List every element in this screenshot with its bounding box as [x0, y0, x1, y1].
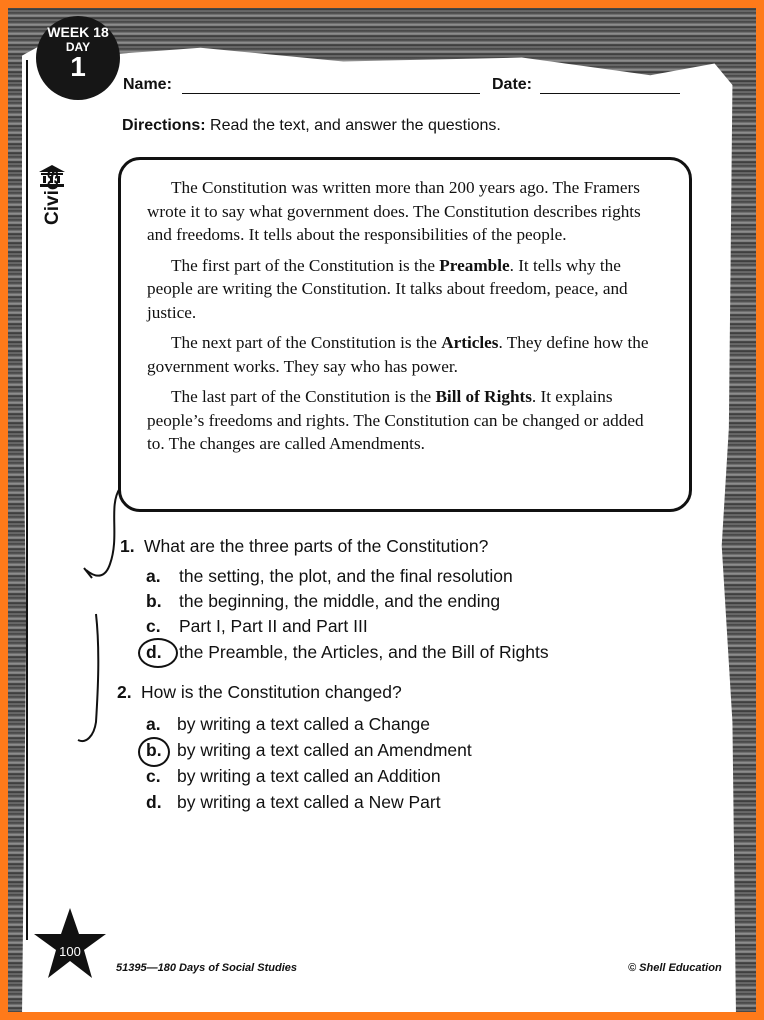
date-field[interactable] — [540, 93, 680, 94]
passage-p2-bold: Preamble — [439, 255, 510, 275]
passage-p4-bold: Bill of Rights — [435, 387, 532, 406]
option-letter: a. — [146, 566, 161, 586]
passage-p4-start: The last part of the Constitution is the — [171, 387, 436, 406]
passage-paragraph-4 — [147, 385, 665, 456]
option-letter: c. — [146, 616, 161, 636]
question-number: 1. — [120, 536, 135, 556]
passage-p4-end: . It explains people’s freedoms and rights. The Constitution can be changed or added to. The changes are called Amendments. — [147, 387, 644, 453]
circled-answer-mark — [138, 737, 170, 767]
option-letter: b. — [146, 740, 162, 760]
passage-p3-end: . They define how the government works. They say who has power. — [147, 333, 649, 376]
option-letter: d. — [146, 792, 162, 812]
name-label: Name: — [123, 76, 172, 93]
question-number: 2. — [117, 682, 132, 702]
directions-text: Read the text, and answer the questions. — [205, 117, 501, 134]
date-label: Date: — [492, 76, 533, 93]
option-letter: a. — [146, 714, 161, 734]
option-text: by writing a text called a Change — [177, 714, 430, 734]
option-text: Part I, Part II and Part III — [179, 616, 368, 636]
passage-p3-bold: Articles — [441, 333, 499, 352]
option-text: by writing a text called an Addition — [177, 766, 441, 786]
footer-publication: 51395—180 Days of Social Studies — [116, 962, 297, 974]
reading-passage — [118, 157, 692, 512]
question-2 — [117, 682, 402, 703]
handwritten-bracket-mark — [74, 610, 114, 750]
subject-label: Civics — [42, 169, 63, 225]
name-field[interactable] — [182, 93, 480, 94]
option-letter: d. — [146, 642, 162, 662]
question-text: What are the three parts of the Constitution? — [144, 536, 489, 556]
directions-label: Directions: — [122, 117, 206, 134]
passage-p2-start: The first part of the Constitution is the — [171, 255, 440, 275]
page-number: 100 — [59, 944, 81, 959]
option-text: by writing a text called a New Part — [177, 792, 441, 812]
day-label: DAY — [65, 40, 91, 54]
left-margin-rule — [26, 60, 28, 940]
option-letter: c. — [146, 766, 161, 786]
week-label: WEEK 18 — [47, 24, 109, 40]
handwritten-check-mark — [80, 486, 130, 586]
question-text: How is the Constitution changed? — [141, 682, 402, 702]
option-text: the Preamble, the Articles, and the Bill of Rights — [179, 642, 549, 662]
passage-p2-end: . It tells why the people are writing the Constitution. It talks about freedom, peace, and justice. — [147, 255, 628, 322]
passage-paragraph-3 — [147, 331, 665, 378]
footer-copyright: © Shell Education — [628, 962, 722, 974]
day-number: 1 — [70, 51, 86, 82]
option-text: the setting, the plot, and the final resolution — [179, 566, 513, 586]
passage-paragraph-2 — [147, 254, 665, 325]
passage-paragraph-1: The Constitution was written more than 200 years ago. The Framers wrote it to say what government does. The Constitution describes rights and freedoms. It tells about the responsibilities of the people. — [147, 178, 641, 244]
option-text: by writing a text called an Amendment — [177, 740, 472, 760]
directions — [122, 117, 501, 135]
week-day-badge — [36, 16, 120, 100]
question-1 — [120, 536, 488, 557]
passage-p3-start: The next part of the Constitution is the — [171, 333, 442, 352]
option-text: the beginning, the middle, and the ending — [179, 591, 501, 611]
option-letter: b. — [146, 591, 162, 611]
circled-answer-mark — [138, 638, 178, 668]
